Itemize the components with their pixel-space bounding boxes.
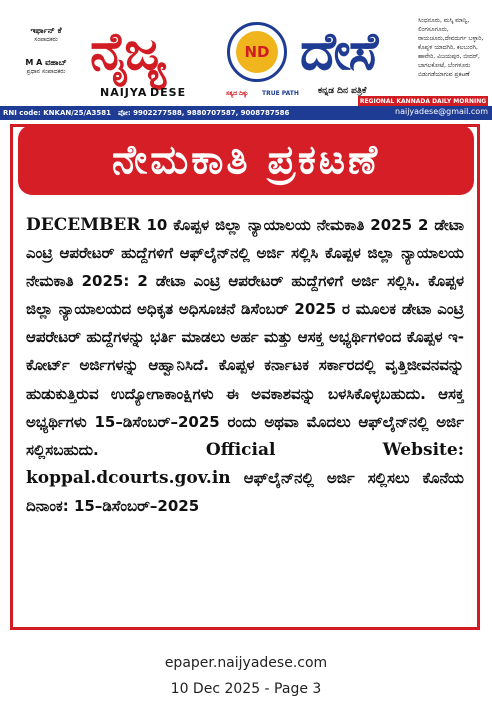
article-body [26, 211, 464, 520]
article-text-part1: 10 ಕೊಪ್ಪಳ ಜಿಲ್ಲಾ ನ್ಯಾಯಾಲಯ ನೇಮಕಾತಿ 2025 2 ಡೇಟಾ ಎಂಟ್ರಿ ಆಪರೇಟರ್ ಹುದ್ದೆಗಳಿಗೆ ಆಫ್‌ಲೈನ್‌ನಲ್ಲಿ ಅರ್ಜಿ ಸಲ್ಲಿಸಿ ಕೊಪ್ಪಳ ಜಿಲ್ಲಾ ನ್ಯಾಯಾಲಯ ನೇಮಕಾತಿ 2025: 2 ಡೇಟಾ ಎಂಟ್ರಿ ಆಪರೇಟರ್ ಹುದ್ದೆಗಳಿಗೆ ಅರ್ಜಿ ಸಲ್ಲಿಸಿ. ಕೊಪ್ಪಳ ಜಿಲ್ಲಾ ನ್ಯಾಯಾಲಯದ ಅಧಿಕೃತ ಅಧಿಸೂಚನೆ ಡಿಸೆಂಬರ್ 2025 ರ ಮೂಲಕ ಡೇಟಾ ಎಂಟ್ರಿ ಆಪರೇಟರ್ ಹುದ್ದೆಗಳನ್ನು ಭರ್ತಿ ಮಾಡಲು ಅರ್ಹ ಮತ್ತು ಆಸಕ್ತ ಅಭ್ಯರ್ಥಿಗಳಿಂದ ಕೊಪ್ಪಳ ಇ-ಕೋರ್ಟ್ ಅರ್ಜಿಗಳನ್ನು ಆಹ್ವಾನಿಸಿದೆ. ಕೊಪ್ಪಳ ಕರ್ನಾಟಕ ಸರ್ಕಾರದಲ್ಲಿ ವೃತ್ತಿಜೀವನವನ್ನು ಹುಡುಕುತ್ತಿರುವ ಉದ್ಯೋಗಾಕಾಂಕ್ಷಿಗಳು ಈ ಅವಕಾಶವನ್ನು ಬಳಸಿಕೊಳ್ಳಬಹುದು. ಆಸಕ್ತ ಅಭ್ಯರ್ಥಿಗಳು 15–ಡಿಸೆಂಬರ್–2025 ರಂದು ಅಥವಾ ಮೊದಲು ಆಫ್‌ಲೈನ್‌ನಲ್ಲಿ ಅರ್ಜಿ ಸಲ್ಲಿಸಬಹುದು. [26, 216, 464, 459]
footer-date-page: 10 Dec 2025 - Page 3 [170, 681, 322, 697]
contact-email[interactable]: naijyadese@gmail.com [395, 107, 488, 116]
logo-initials: ND [236, 31, 278, 73]
masthead-title-latin-right: DESE [150, 86, 187, 99]
article-website[interactable]: Official Website: koppal.dcourts.gov.in [26, 439, 464, 488]
daily-tag: ಕನ್ನಡ ದಿನ ಪತ್ರಿಕೆ [318, 86, 367, 96]
article-lead-word: DECEMBER [26, 215, 141, 235]
masthead-title-latin-left: NAIJYA [100, 86, 148, 99]
footer-url[interactable]: epaper.naijyadese.com [164, 655, 328, 671]
masthead-title-kannada-left: ನೈಜ್ಯ [90, 22, 165, 82]
article-headline-banner [18, 125, 474, 195]
tagline-kannada: ಸತ್ಯದ ದಿಕ್ಕು [226, 90, 249, 97]
article-text-part2: ಆಫ್‌ಲೈನ್‌ನಲ್ಲಿ ಅರ್ಜಿ ಸಲ್ಲಿಸಲು ಕೊನೆಯ ದಿನಾಂಕ: 15–ಡಿಸೆಂಬರ್–2025 [26, 468, 464, 515]
phone-numbers: ಪೋ: 9902277588, 9880707587, 9008787586 [118, 108, 290, 117]
tagline-english: TRUE PATH [262, 90, 299, 97]
credit-role-editor: ಸಂಪಾದಕರು [34, 36, 58, 43]
masthead-title-kannada-right: ದೇಸೆ [300, 22, 377, 82]
page-footer [0, 652, 492, 700]
credit-name-chief-editor: M A ವಹಾಬ್ [25, 58, 67, 67]
credits-block [4, 26, 88, 90]
masthead [0, 0, 492, 118]
newspaper-logo-icon [227, 22, 287, 82]
credit-name-editor: ಇರ್ಫಾನ್ ಕೆ [30, 26, 62, 35]
credit-role-chief-editor: ಪ್ರಧಾನ ಸಂಪಾದಕರು [26, 68, 66, 75]
article-headline: ನೇಮಕಾತಿ ಪ್ರಕಟಣೆ [111, 137, 381, 183]
editions-list: ಸಿಂಧನೂರು, ಮಸ್ಕಿ ಮಾನ್ವಿ, ಲಿಂಗಸೂಗೂರು, ರಾಯಚೂರು,ದೇವದುರ್ಗ ಬಳ್ಳಾರಿ, ಕೊಪ್ಪಳ ಯಾದಗಿರಿ, ಕಲಬುರಗಿ, ಹಾವೇರಿ, ವಿಜಯಪುರ, ಬೀದರ್, ಬಾಗಲಕೋಟೆ, ಬೆಂಗಳೂರು ಬಿಡುಗಡೆಯಾಗುವ ಪ್ರಕಟಣೆ [418, 17, 484, 78]
contact-bar [0, 106, 492, 120]
rni-code: RNI code: KNKAN/25/A3581 [3, 109, 111, 117]
regional-banner: REGIONAL KANNADA DAILY MORNING [359, 98, 487, 105]
